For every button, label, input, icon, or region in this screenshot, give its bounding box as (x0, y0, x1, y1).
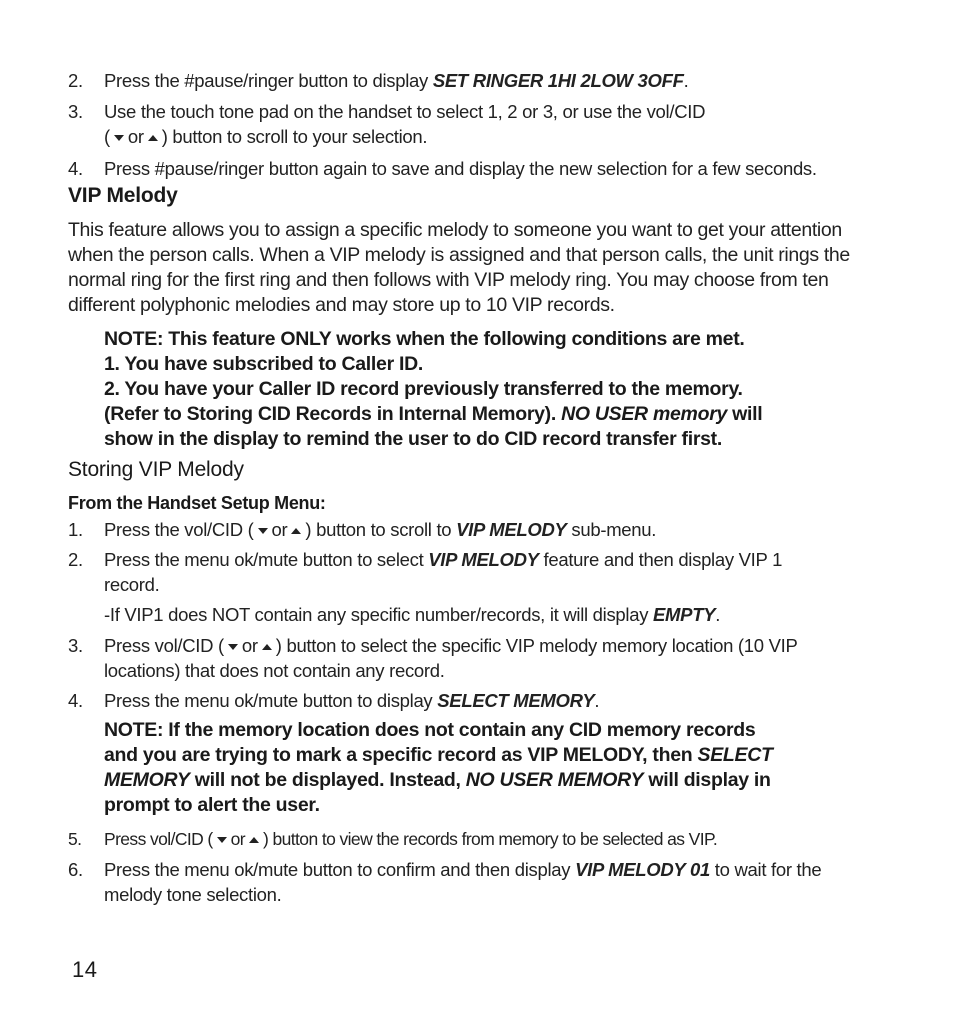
step-number: 6. (68, 859, 83, 880)
step-text-mid: ) button to scroll to (305, 519, 457, 540)
step-text-pre: Press the menu ok/mute button to select (104, 549, 429, 570)
note-line: 1. You have subscribed to Caller ID. (104, 353, 423, 375)
paren-close-text: ) button to scroll to your selection. (161, 126, 428, 147)
page-number: 14 (72, 957, 98, 982)
step-text-line2: melody tone selection. (104, 884, 282, 905)
subheading-from-setup-menu: From the Handset Setup Menu: (68, 493, 326, 513)
step-text: Press #pause/ringer button again to save and display the new selection for a few seconds. (104, 158, 817, 179)
step-6-confirm (68, 857, 888, 907)
subnote-text-post: . (715, 604, 721, 625)
step-3-location (68, 633, 888, 683)
down-arrow-icon (228, 644, 238, 650)
note-text: and you are trying to mark a specific record as VIP MELODY, then (104, 744, 698, 766)
note-line: prompt to alert the user. (104, 794, 320, 816)
step-text-pre: Press vol/CID ( (104, 635, 224, 656)
step-text (104, 517, 888, 542)
up-arrow-icon (148, 135, 158, 141)
step-text-line2: locations) that does not contain any record. (104, 660, 445, 681)
step-number: 4. (68, 690, 83, 711)
step-text (104, 68, 888, 93)
step-number: 2. (68, 70, 83, 91)
section-heading-storing-vip-melody: Storing VIP Melody (68, 458, 244, 481)
step-text (104, 688, 888, 713)
step-number: 5. (68, 829, 82, 849)
step-text-line1 (104, 857, 888, 882)
step-number: 3. (68, 635, 83, 656)
step-text-line2: record. (104, 574, 160, 595)
step-text-post: . (683, 70, 689, 91)
display-text-select-memory: SELECT MEMORY (437, 690, 595, 711)
display-text-no-user-memory: NO USER MEMORY (465, 769, 644, 791)
display-text-set-ringer: SET RINGER 1HI 2LOW 3OFF (432, 70, 684, 91)
display-text-vip-melody-01: VIP MELODY 01 (575, 859, 710, 880)
step-2-ringer (68, 68, 888, 93)
up-arrow-icon (262, 644, 272, 650)
note-text: will display in (643, 769, 771, 791)
note-text: will not be displayed. Instead, (189, 769, 466, 791)
step-text-line1: Use the touch tone pad on the handset to select 1, 2 or 3, or use the vol/CID (104, 101, 706, 122)
down-arrow-icon (258, 528, 268, 534)
step-4-select-memory (68, 688, 888, 713)
vip-description-paragraph: This feature allows you to assign a specific melody to someone you want to get your attention when the person calls. When a VIP melody is assigned and that person calls, the unit rings the normal ring for the first ring and then follows with VIP melody ring. You may choose from ten different polyphonic melodies and may store up to 10 VIP records. (68, 219, 850, 316)
up-arrow-icon (291, 528, 301, 534)
step-text-pre: Press the menu ok/mute button to display (104, 690, 438, 711)
note-text: will (727, 403, 763, 425)
step-text-pre: Press the #pause/ringer button to display (104, 70, 433, 91)
step-text-line1 (104, 547, 888, 572)
step-5-view-records (68, 827, 888, 852)
step-text-pre: Press the vol/CID ( (104, 519, 254, 540)
step-text-post: to wait for the (709, 859, 822, 880)
down-arrow-icon (114, 135, 124, 141)
display-text-vip-melody: VIP MELODY (456, 519, 567, 540)
step-3-select (68, 99, 888, 149)
step-2-subnote (104, 602, 884, 627)
or-text: or (271, 519, 288, 540)
step-text-line2 (104, 124, 888, 149)
note-line: NOTE: This feature ONLY works when the following conditions are met. (104, 328, 745, 350)
step-text-post: sub-menu. (566, 519, 657, 540)
display-text-no-user-memory: NO USER memory (561, 403, 728, 425)
step-text-line1 (104, 633, 888, 658)
section-heading-vip-melody: VIP Melody (68, 184, 178, 207)
step-text-post: ) button to view the records from memory to be selected as VIP. (263, 829, 718, 849)
or-text: or (230, 829, 246, 849)
note-line (104, 768, 864, 793)
step-number: 2. (68, 549, 83, 570)
note-line (104, 402, 864, 427)
step-text (104, 827, 888, 852)
note-text: (Refer to Storing CID Records in Internal Memory). (104, 403, 562, 425)
step-2-select-vip (68, 547, 888, 597)
down-arrow-icon (217, 837, 227, 843)
step-text-pre: Press vol/CID ( (104, 829, 213, 849)
display-text-vip-melody: VIP MELODY (428, 549, 539, 570)
paren-open: ( (104, 126, 110, 147)
note-line (104, 743, 864, 768)
step-number: 1. (68, 519, 83, 540)
step-number: 3. (68, 101, 83, 122)
step-number: 4. (68, 158, 83, 179)
step-4-save (68, 156, 888, 181)
or-text: or (241, 635, 258, 656)
step-text-pre: Press the menu ok/mute button to confirm and then display (104, 859, 576, 880)
note-line: NOTE: If the memory location does not contain any CID memory records (104, 719, 756, 741)
up-arrow-icon (249, 837, 259, 843)
note-line: show in the display to remind the user to do CID record transfer first. (104, 428, 722, 450)
step-text-post: feature and then display VIP 1 (538, 549, 783, 570)
display-text-select: SELECT (697, 744, 773, 766)
step-1-scroll (68, 517, 888, 542)
display-text-memory: MEMORY (104, 769, 190, 791)
note-memory-location (104, 718, 864, 818)
step-text-post: ) button to select the specific VIP melody memory location (10 VIP (275, 635, 798, 656)
note-line: 2. You have your Caller ID record previously transferred to the memory. (104, 378, 743, 400)
subnote-text: -If VIP1 does NOT contain any specific number/records, it will display (104, 604, 654, 625)
display-text-empty: EMPTY (653, 604, 716, 625)
or-text: or (127, 126, 144, 147)
step-text-post: . (594, 690, 600, 711)
note-conditions (104, 327, 864, 452)
